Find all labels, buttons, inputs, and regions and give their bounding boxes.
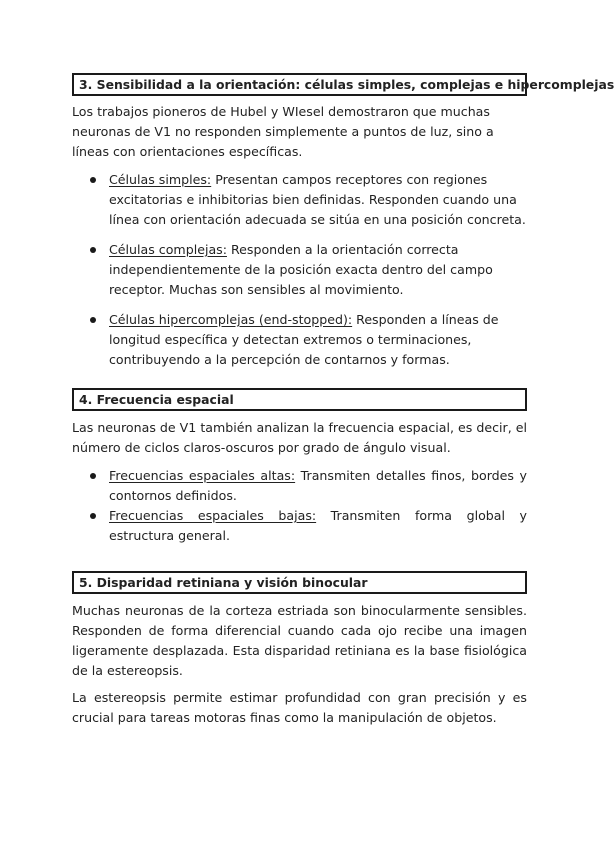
section-3-intro: Los trabajos pioneros de Hubel y WIesel demostraron que muchas neuronas de V1 no responden simplemente a puntos de luz, sino a líneas con orientaciones específicas. xyxy=(72,104,494,159)
term-frecuencias-altas: Frecuencias espaciales altas: xyxy=(109,468,296,483)
bullet-icon xyxy=(90,513,96,519)
list-item-frecuencias-altas xyxy=(90,466,527,506)
desc-frecuencias-bajas: Transmiten forma global y estructura general. xyxy=(109,508,527,543)
list-item-frecuencias-bajas xyxy=(90,506,527,546)
list-item-celulas-simples xyxy=(90,170,527,230)
section-3-heading: 3. Sensibilidad a la orientación: células simples, complejas e hipercomplejas xyxy=(72,73,527,96)
bullet-icon xyxy=(90,177,96,183)
term-celulas-hipercomplejas: Células hipercomplejas (end-stopped): xyxy=(109,312,353,327)
desc-frecuencias-altas: Transmiten detalles finos, bordes y contornos definidos. xyxy=(109,468,527,503)
section-4-intro: Las neuronas de V1 también analizan la frecuencia espacial, es decir, el número de ciclos claros-oscuros por grado de ángulo visual. xyxy=(72,420,527,455)
section-5-paragraph-2: La estereopsis permite estimar profundidad con gran precisión y es crucial para tareas motoras finas como la manipulación de objetos. xyxy=(72,690,527,725)
section-4-heading: 4. Frecuencia espacial xyxy=(72,388,527,411)
section-4-list xyxy=(90,466,527,546)
section-5-heading: 5. Disparidad retiniana y visión binocular xyxy=(72,571,527,594)
list-item-celulas-complejas xyxy=(90,240,527,300)
section-3-list xyxy=(90,170,527,370)
term-celulas-complejas: Células complejas: xyxy=(109,242,227,257)
desc-celulas-complejas: Responden a la orientación correcta independientemente de la posición exacta dentro del campo receptor. Muchas son sensibles al movimiento. xyxy=(109,242,493,297)
bullet-icon xyxy=(90,247,96,253)
desc-celulas-simples: Presentan campos receptores con regiones excitatorias e inhibitorias bien definidas. Responden cuando una línea con orientación adecuada se sitúa en una posición concreta. xyxy=(109,172,526,227)
term-frecuencias-bajas: Frecuencias espaciales bajas: xyxy=(109,508,317,523)
list-item-celulas-hipercomplejas xyxy=(90,310,527,370)
bullet-icon xyxy=(90,317,96,323)
desc-celulas-hipercomplejas: Responden a líneas de longitud específica y detectan extremos o terminaciones, contribuyendo a la percepción de contarnos y formas. xyxy=(109,312,499,367)
section-5-paragraph-1: Muchas neuronas de la corteza estriada son binocularmente sensibles. Responden de forma diferencial cuando cada ojo recibe una imagen ligeramente desplazada. Esta disparidad retiniana es la base fisiológica de la estereopsis. xyxy=(72,603,527,678)
term-celulas-simples: Células simples: xyxy=(109,172,212,187)
bullet-icon xyxy=(90,473,96,479)
